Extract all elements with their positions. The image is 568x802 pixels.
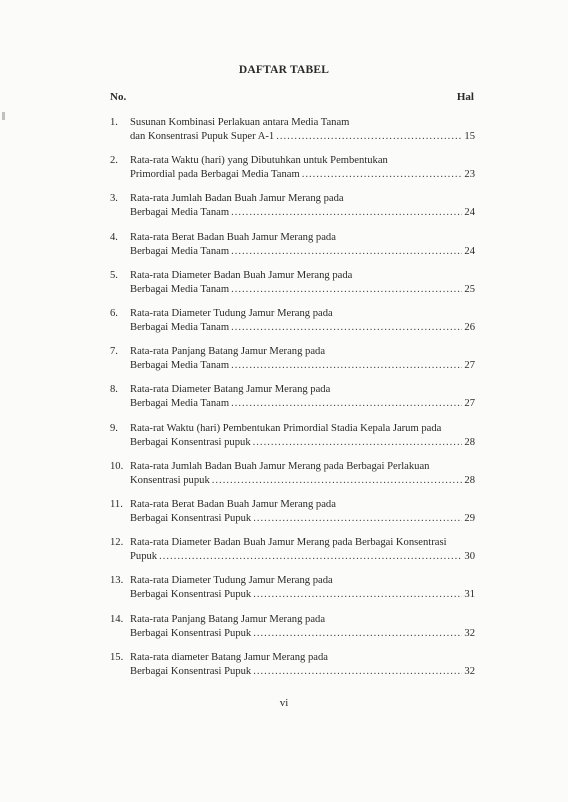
item-title-line2-row: [110, 206, 475, 220]
item-page-number: 27: [464, 398, 475, 410]
item-number: 5.: [110, 269, 118, 281]
item-number: 9.: [110, 422, 118, 434]
page-title: DAFTAR TABEL: [238, 64, 330, 76]
item-title-line1: Rata-rata Berat Badan Buah Jamur Merang pada: [130, 231, 336, 243]
item-title-line1: Rata-rata Panjang Batang Jamur Merang pada: [130, 613, 326, 625]
item-title-line1: Rata-rata Diameter Badan Buah Jamur Merang pada Berbagai Konsentrasi: [130, 537, 447, 549]
item-title-line1: Rata-rata diameter Batang Jamur Merang pada: [130, 651, 328, 663]
item-page-number: 26: [464, 322, 475, 333]
item-title-line1: Rata-rata Panjang Batang Jamur Merang pada: [130, 346, 326, 358]
item-number: 8.: [110, 384, 118, 396]
item-number: 3.: [110, 193, 118, 205]
dot-leader: [253, 588, 462, 602]
item-title-line2-row: [110, 359, 475, 373]
item-title-line2: Berbagai Media Tanam: [130, 245, 230, 257]
dot-leader: [253, 512, 462, 526]
item-number: 13.: [110, 575, 124, 587]
item-title-line2-row: [110, 245, 475, 259]
item-title-line2: Berbagai Konsentrasi pupuk: [130, 436, 251, 448]
item-number: 14.: [110, 613, 124, 625]
item-title-line2: Berbagai Konsentrasi Pupuk: [130, 627, 252, 639]
dot-leader: [231, 245, 462, 259]
item-number: 2.: [110, 155, 118, 167]
list-item[interactable]: [110, 231, 475, 259]
dot-leader: [212, 474, 463, 488]
item-title-line2: Berbagai Konsentrasi Pupuk: [130, 665, 252, 677]
item-page-number: 29: [464, 513, 475, 524]
item-title-line2: Konsentrasi pupuk: [130, 474, 210, 486]
item-title-line2-row: [110, 436, 475, 450]
dot-leader: [302, 168, 463, 182]
item-title-line2-row: [110, 321, 475, 335]
dot-leader: [231, 206, 462, 220]
item-title-line2-row: [110, 512, 475, 526]
list-item[interactable]: [110, 536, 475, 564]
item-title-line2: Pupuk: [130, 551, 158, 563]
list-item[interactable]: [110, 192, 475, 220]
item-number: 1.: [110, 117, 118, 128]
item-title-line2: Berbagai Media Tanam: [130, 322, 230, 333]
list-item[interactable]: [110, 651, 475, 679]
list-item[interactable]: [110, 345, 475, 373]
item-number: 7.: [110, 346, 118, 358]
item-page-number: 24: [464, 207, 475, 219]
dot-leader: [231, 359, 462, 373]
item-number: 4.: [110, 231, 118, 243]
item-title-line1: Rata-rata Berat Badan Buah Jamur Merang pada: [130, 499, 336, 510]
item-title-line2: Berbagai Konsentrasi Pupuk: [130, 589, 252, 601]
item-number: 10.: [110, 460, 124, 472]
item-title-line1: Rata-rat Waktu (hari) Pembentukan Primordial Stadia Kepala Jarum pada: [130, 422, 442, 434]
item-page-number: 23: [464, 169, 475, 181]
item-page-number: 28: [464, 436, 475, 448]
item-title-line2: Berbagai Media Tanam: [130, 207, 230, 219]
item-title-line2: Berbagai Media Tanam: [130, 283, 230, 295]
item-page-number: 32: [464, 665, 475, 677]
dot-leader: [253, 436, 463, 450]
item-title-line2: dan Konsentrasi Pupuk Super A-1: [130, 131, 275, 142]
column-header-no: No.: [110, 91, 127, 103]
list-item[interactable]: [110, 269, 475, 297]
dot-leader: [231, 283, 462, 297]
scan-mark: [2, 112, 5, 120]
item-title-line2-row: [110, 550, 475, 564]
item-number: 15.: [110, 651, 124, 663]
page-number: vi: [279, 697, 289, 709]
item-title-line1: Susunan Kombinasi Perlakuan antara Media Tanam: [130, 117, 350, 128]
column-header-hal: Hal: [456, 91, 474, 103]
list-item[interactable]: [110, 574, 475, 602]
item-title-line2-row: [110, 168, 475, 182]
item-page-number: 27: [464, 360, 475, 372]
item-title-line1: Rata-rata Jumlah Badan Buah Jamur Merang pada: [130, 193, 344, 205]
item-page-number: 28: [464, 474, 475, 486]
item-title-line2-row: [110, 397, 475, 411]
item-page-number: 31: [464, 589, 475, 601]
list-item[interactable]: [110, 422, 475, 450]
dot-leader: [231, 397, 462, 411]
dot-leader: [253, 627, 462, 641]
item-page-number: 24: [464, 245, 475, 257]
item-page-number: 30: [464, 551, 475, 563]
item-number: 6.: [110, 308, 118, 319]
list-item[interactable]: [110, 383, 475, 411]
item-title-line2: Primordial pada Berbagai Media Tanam: [130, 169, 300, 181]
item-title-line2: Berbagai Konsentrasi Pupuk: [130, 513, 252, 524]
item-title-line2-row: [110, 130, 475, 144]
item-page-number: 32: [464, 627, 475, 639]
item-title-line1: Rata-rata Waktu (hari) yang Dibutuhkan untuk Pembentukan: [130, 155, 388, 167]
list-item[interactable]: [110, 613, 475, 641]
item-number: 11.: [110, 499, 123, 510]
item-title-line1: Rata-rata Diameter Batang Jamur Merang pada: [130, 384, 331, 396]
item-page-number: 25: [464, 283, 475, 295]
item-number: 12.: [110, 537, 124, 549]
item-title-line2-row: [110, 283, 475, 297]
item-title-line1: Rata-rata Diameter Badan Buah Jamur Merang pada: [130, 269, 353, 281]
list-item[interactable]: [110, 154, 475, 182]
item-title-line2-row: [110, 627, 475, 641]
item-title-line1: Rata-rata Diameter Tudung Jamur Merang pada: [130, 575, 333, 587]
list-item[interactable]: [110, 116, 475, 144]
item-page-number: 15: [464, 131, 475, 142]
item-title-line2-row: [110, 588, 475, 602]
dot-leader: [231, 321, 462, 335]
item-title-line1: Rata-rata Jumlah Badan Buah Jamur Merang pada Berbagai Perlakuan: [130, 460, 430, 472]
item-title-line2: Berbagai Media Tanam: [130, 360, 230, 372]
item-title-line2-row: [110, 665, 475, 679]
list-item[interactable]: [110, 498, 475, 526]
item-title-line2: Berbagai Media Tanam: [130, 398, 230, 410]
item-title-line1: Rata-rata Diameter Tudung Jamur Merang pada: [130, 308, 333, 319]
dot-leader: [276, 130, 462, 144]
list-item[interactable]: [110, 460, 475, 488]
list-item[interactable]: [110, 307, 475, 335]
item-title-line2-row: [110, 474, 475, 488]
dot-leader: [253, 665, 462, 679]
dot-leader: [159, 550, 462, 564]
